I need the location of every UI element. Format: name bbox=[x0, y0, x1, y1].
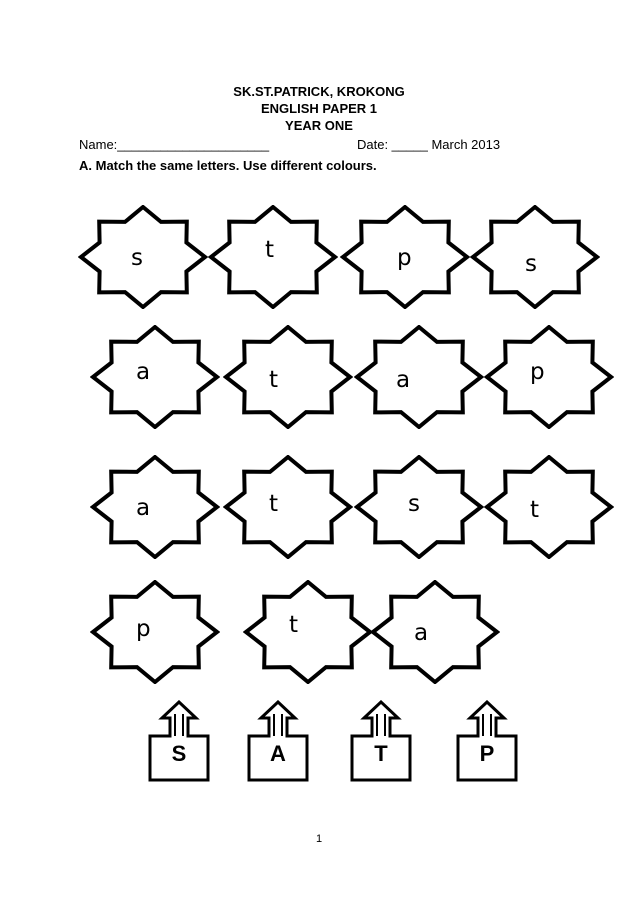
paper-title: ENGLISH PAPER 1 bbox=[260, 101, 378, 116]
star-outline-icon bbox=[484, 325, 614, 429]
star-shape bbox=[90, 580, 220, 684]
star-shape bbox=[370, 580, 500, 684]
star-letter: a bbox=[136, 359, 151, 385]
letter-box bbox=[247, 700, 309, 782]
letter-box bbox=[350, 700, 412, 782]
star-shape bbox=[208, 205, 338, 309]
star-letter: p bbox=[136, 616, 151, 642]
star-letter: t bbox=[269, 491, 279, 517]
star-shape bbox=[340, 205, 470, 309]
star-outline-icon bbox=[370, 580, 500, 684]
year-title: YEAR ONE bbox=[285, 118, 353, 133]
star-letter: t bbox=[289, 612, 299, 638]
page-number: 1 bbox=[315, 833, 323, 845]
star-shape bbox=[354, 325, 484, 429]
star-shape bbox=[484, 325, 614, 429]
star-letter: a bbox=[396, 367, 411, 393]
star-outline-icon bbox=[223, 325, 353, 429]
star-outline-icon bbox=[90, 455, 220, 559]
star-letter: t bbox=[530, 497, 540, 523]
star-shape bbox=[354, 455, 484, 559]
star-shape bbox=[470, 205, 600, 309]
star-shape bbox=[90, 325, 220, 429]
star-shape bbox=[223, 455, 353, 559]
star-shape bbox=[78, 205, 208, 309]
star-letter: t bbox=[265, 237, 275, 263]
star-shape bbox=[484, 455, 614, 559]
name-field: Name:_____________________ bbox=[79, 137, 270, 152]
star-outline-icon bbox=[90, 580, 220, 684]
box-letter: T bbox=[374, 741, 388, 766]
date-field: Date: _____ March 2013 bbox=[357, 137, 501, 152]
star-letter: s bbox=[525, 251, 537, 277]
star-letter: s bbox=[408, 491, 420, 517]
star-letter: a bbox=[136, 495, 151, 521]
star-outline-icon bbox=[90, 325, 220, 429]
star-letter: s bbox=[131, 245, 143, 271]
star-letter: a bbox=[414, 620, 429, 646]
star-outline-icon bbox=[243, 580, 373, 684]
instruction: A. Match the same letters. Use different colours. bbox=[79, 158, 377, 173]
star-shape bbox=[90, 455, 220, 559]
star-letter: p bbox=[397, 245, 412, 271]
box-letter: A bbox=[270, 741, 286, 766]
star-outline-icon bbox=[354, 325, 484, 429]
star-shape bbox=[223, 325, 353, 429]
star-letter: p bbox=[530, 359, 545, 385]
star-outline-icon bbox=[223, 455, 353, 559]
star-shape bbox=[243, 580, 373, 684]
school-name: SK.ST.PATRICK, KROKONG bbox=[233, 84, 405, 99]
box-letter: S bbox=[171, 741, 187, 766]
letter-box bbox=[456, 700, 518, 782]
star-outline-icon bbox=[484, 455, 614, 559]
star-letter: t bbox=[269, 367, 279, 393]
star-outline-icon bbox=[78, 205, 208, 309]
box-letter: P bbox=[479, 741, 495, 766]
letter-box bbox=[148, 700, 210, 782]
